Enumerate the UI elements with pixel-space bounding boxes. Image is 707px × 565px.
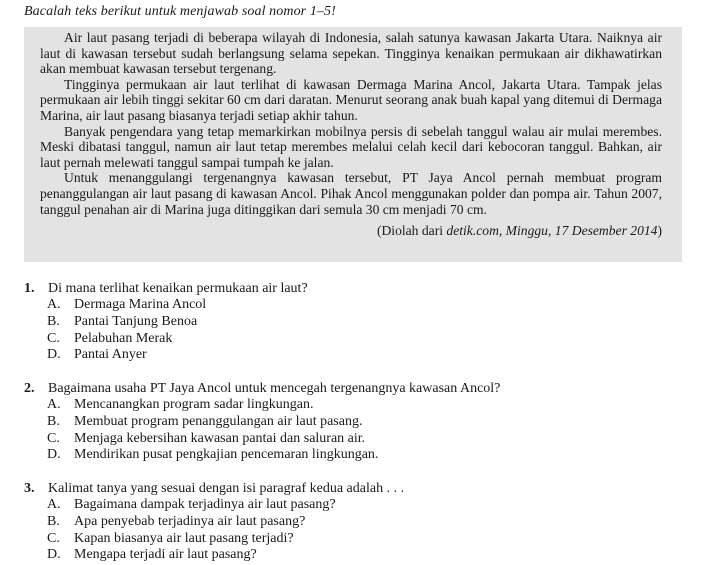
option-letter: B. <box>47 313 60 329</box>
instruction-text: Bacalah teks berikut untuk menjawab soal nomor 1–5! <box>24 4 336 19</box>
option-text: Mencanangkan program sadar lingkungan. <box>74 397 314 412</box>
option-text: Mengapa terjadi air laut pasang? <box>74 547 257 563</box>
option-3d[interactable] <box>24 547 684 564</box>
option-3c[interactable] <box>24 531 684 548</box>
passage-paragraph-4: Untuk menanggulangi tergenangnya kawasan tersebut, PT Jaya Ancol pernah membuat program penanggulangan air laut pasang di kawasan Ancol. Pihak Ancol menggunakan polder dan pompa air. Tahun 2007, tanggul penahan air di Marina juga ditinggikan dari semula 30 cm menjadi 70 cm. <box>40 170 662 217</box>
source-suffix: ) <box>657 223 662 239</box>
option-letter: C. <box>47 330 60 346</box>
reading-passage <box>24 27 682 262</box>
question-3 <box>24 480 684 564</box>
question-number: 1. <box>24 281 35 296</box>
option-letter: C. <box>47 530 60 546</box>
option-text: Pelabuhan Merak <box>74 330 173 346</box>
option-letter: C. <box>47 430 60 446</box>
option-letter: A. <box>47 297 61 312</box>
passage-source <box>40 223 662 239</box>
option-text: Apa penyebab terjadinya air laut pasang? <box>74 513 306 529</box>
option-letter: A. <box>47 497 61 512</box>
question-1 <box>24 280 684 364</box>
passage-paragraph-1: Air laut pasang terjadi di beberapa wilayah di Indonesia, salah satunya kawasan Jakarta Utara. Naiknya air laut di kawasan tersebut sudah berlangsung selama sepekan. Tingginya kenaikan permukaan air dikhawatirkan akan membuat kawasan tersebut tergenang. <box>40 30 662 77</box>
option-letter: B. <box>47 413 60 429</box>
option-letter: A. <box>47 397 61 412</box>
option-3a[interactable] <box>24 497 684 514</box>
question-number: 2. <box>24 381 35 396</box>
option-text: Membuat program penanggulangan air laut pasang. <box>74 413 363 429</box>
passage-paragraph-2: Tingginya permukaan air laut terlihat di kawasan Dermaga Marina Ancol, Jakarta Utara. Tampak jelas permukaan air lebih tinggi sekitar 60 cm dari daratan. Menurut seorang anak buah kapal yang ditemui di Dermaga Marina, air laut pasang biasanya terjadi setiap akhir tahun. <box>40 76 662 123</box>
option-1c[interactable] <box>24 331 684 348</box>
option-1a[interactable] <box>24 297 684 314</box>
option-text: Dermaga Marina Ancol <box>74 297 207 312</box>
question-text: Di mana terlihat kenaikan permukaan air laut? <box>48 281 308 296</box>
option-text: Mendirikan pusat pengkajian pencemaran lingkungan. <box>74 447 379 463</box>
option-text: Bagaimana dampak terjadinya air laut pasang? <box>74 497 336 512</box>
option-letter: B. <box>47 513 60 529</box>
option-3b[interactable] <box>24 514 684 531</box>
question-text: Kalimat tanya yang sesuai dengan isi paragraf kedua adalah . . . <box>48 481 405 496</box>
option-text: Kapan biasanya air laut pasang terjadi? <box>74 530 294 546</box>
option-1d[interactable] <box>24 347 684 364</box>
option-2a[interactable] <box>24 397 684 414</box>
source-publication: detik.com, Minggu, 17 Desember 2014 <box>446 223 658 239</box>
source-prefix: (Diolah dari <box>376 223 447 239</box>
option-letter: D. <box>47 347 61 363</box>
option-letter: D. <box>47 547 61 563</box>
question-text: Bagaimana usaha PT Jaya Ancol untuk mencegah tergenangnya kawasan Ancol? <box>48 381 501 396</box>
option-1b[interactable] <box>24 314 684 331</box>
option-2b[interactable] <box>24 414 684 431</box>
option-2d[interactable] <box>24 447 684 464</box>
question-number: 3. <box>24 481 35 496</box>
option-2c[interactable] <box>24 431 684 448</box>
option-text: Pantai Anyer <box>74 347 147 363</box>
option-letter: D. <box>47 447 61 463</box>
option-text: Pantai Tanjung Benoa <box>74 313 198 329</box>
passage-paragraph-3: Banyak pengendara yang tetap memarkirkan mobilnya persis di sebelah tanggul walau air mulai merembes. Meski dibatasi tanggul, namun air laut tetap merembes melalui celah kecil dari kebocoran tanggul. Bahkan, air laut pernah melewati tanggul sampai tumpah ke jalan. <box>40 123 662 170</box>
question-2 <box>24 380 684 464</box>
option-text: Menjaga kebersihan kawasan pantai dan saluran air. <box>74 430 366 446</box>
